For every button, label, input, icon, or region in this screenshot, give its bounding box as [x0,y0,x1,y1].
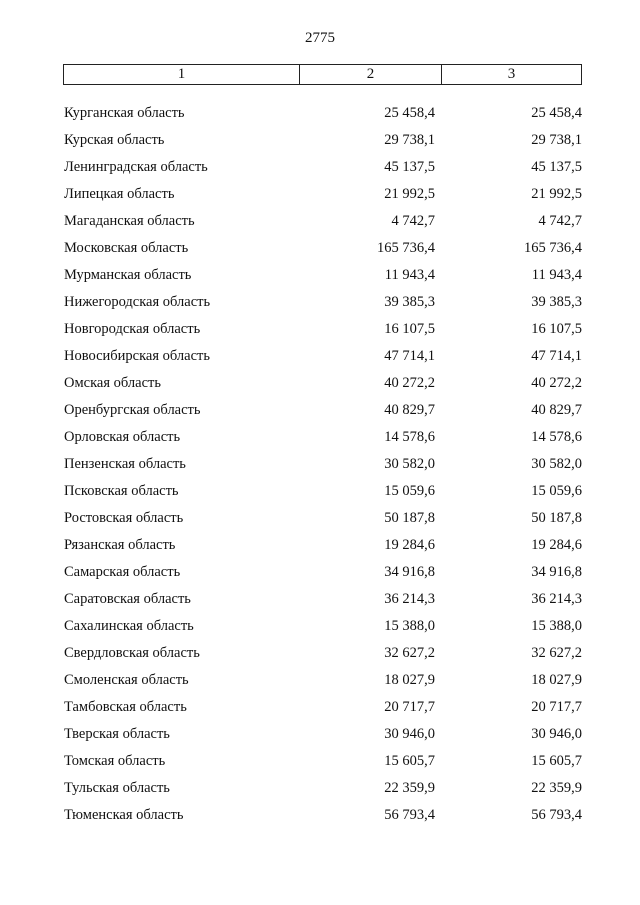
value-col-2: 30 582,0 [384,456,435,472]
value-col-2: 14 578,6 [384,429,435,445]
value-col-3: 20 717,7 [531,699,582,715]
value-col-2: 22 359,9 [384,780,435,796]
value-col-2: 47 714,1 [384,348,435,364]
value-col-2: 4 742,7 [391,213,435,229]
value-col-3: 15 388,0 [531,618,582,634]
value-col-2: 18 027,9 [384,672,435,688]
value-col-2: 30 946,0 [384,726,435,742]
table-row [0,804,640,831]
region-name: Томская область [64,753,166,769]
value-col-2: 165 736,4 [377,240,435,256]
region-name: Саратовская область [64,591,191,607]
table-row [0,345,640,372]
region-name: Тверская область [64,726,170,742]
value-col-3: 36 214,3 [531,591,582,607]
value-col-2: 50 187,8 [384,510,435,526]
value-col-2: 15 388,0 [384,618,435,634]
region-name: Новгородская область [64,321,201,337]
value-col-2: 56 793,4 [384,807,435,823]
value-col-2: 20 717,7 [384,699,435,715]
value-col-2: 16 107,5 [384,321,435,337]
table-row [0,102,640,129]
value-col-3: 15 605,7 [531,753,582,769]
value-col-3: 15 059,6 [531,483,582,499]
value-col-3: 34 916,8 [531,564,582,580]
column-header-row [63,64,582,85]
table-row [0,480,640,507]
table-row [0,669,640,696]
region-name: Нижегородская область [64,294,211,310]
value-col-3: 16 107,5 [531,321,582,337]
region-name: Магаданская область [64,213,195,229]
column-header-3: 3 [507,66,516,82]
region-name: Тульская область [64,780,170,796]
region-name: Курганская область [64,105,185,121]
table-row [0,507,640,534]
value-col-2: 25 458,4 [384,105,435,121]
value-col-2: 29 738,1 [384,132,435,148]
table-row [0,696,640,723]
value-col-2: 11 943,4 [384,267,435,283]
table-row [0,723,640,750]
value-col-3: 47 714,1 [531,348,582,364]
value-col-3: 40 829,7 [531,402,582,418]
region-name: Липецкая область [64,186,175,202]
region-name: Тюменская область [64,807,184,823]
value-col-3: 29 738,1 [531,132,582,148]
table-row [0,156,640,183]
table-row [0,264,640,291]
column-header-2: 2 [300,65,442,84]
value-col-2: 21 992,5 [384,186,435,202]
table-row [0,372,640,399]
region-name: Самарская область [64,564,181,580]
value-col-3: 25 458,4 [531,105,582,121]
value-col-2: 40 829,7 [384,402,435,418]
value-col-2: 34 916,8 [384,564,435,580]
table-row [0,534,640,561]
value-col-3: 165 736,4 [524,240,582,256]
value-col-2: 15 605,7 [384,753,435,769]
table-row [0,237,640,264]
table-row [0,750,640,777]
value-col-3: 32 627,2 [531,645,582,661]
region-name: Московская область [64,240,189,256]
region-name: Пензенская область [64,456,186,472]
value-col-3: 39 385,3 [531,294,582,310]
table-body [0,102,640,831]
region-name: Новосибирская область [64,348,210,364]
column-header-1: 1 [64,65,300,84]
region-name: Смоленская область [64,672,189,688]
table-row [0,399,640,426]
table-row [0,183,640,210]
value-col-3: 50 187,8 [531,510,582,526]
value-col-3: 30 582,0 [531,456,582,472]
value-col-2: 32 627,2 [384,645,435,661]
value-col-3: 45 137,5 [531,159,582,175]
value-col-2: 45 137,5 [384,159,435,175]
region-name: Псковская область [64,483,179,499]
value-col-2: 40 272,2 [384,375,435,391]
value-col-3: 40 272,2 [531,375,582,391]
value-col-3: 30 946,0 [531,726,582,742]
value-col-2: 19 284,6 [384,537,435,553]
table-row [0,426,640,453]
table-row [0,291,640,318]
table-row [0,615,640,642]
table-row [0,642,640,669]
region-name: Ростовская область [64,510,184,526]
region-name: Сахалинская область [64,618,194,634]
value-col-3: 11 943,4 [531,267,582,283]
table-row [0,588,640,615]
region-name: Мурманская область [64,267,192,283]
table-row [0,777,640,804]
region-name: Курская область [64,132,165,148]
table-row [0,129,640,156]
region-name: Свердловская область [64,645,200,661]
value-col-3: 21 992,5 [531,186,582,202]
value-col-2: 39 385,3 [384,294,435,310]
table-row [0,318,640,345]
value-col-2: 36 214,3 [384,591,435,607]
value-col-3: 22 359,9 [531,780,582,796]
region-name: Тамбовская область [64,699,187,715]
region-name: Омская область [64,375,161,391]
value-col-2: 15 059,6 [384,483,435,499]
table-row [0,561,640,588]
region-name: Ленинградская область [64,159,208,175]
value-col-3: 18 027,9 [531,672,582,688]
value-col-3: 19 284,6 [531,537,582,553]
value-col-3: 56 793,4 [531,807,582,823]
region-name: Орловская область [64,429,181,445]
region-name: Рязанская область [64,537,176,553]
value-col-3: 14 578,6 [531,429,582,445]
table-row [0,453,640,480]
value-col-3: 4 742,7 [538,213,582,229]
page-number: 2775 [305,30,335,46]
region-name: Оренбургская область [64,402,201,418]
table-row [0,210,640,237]
